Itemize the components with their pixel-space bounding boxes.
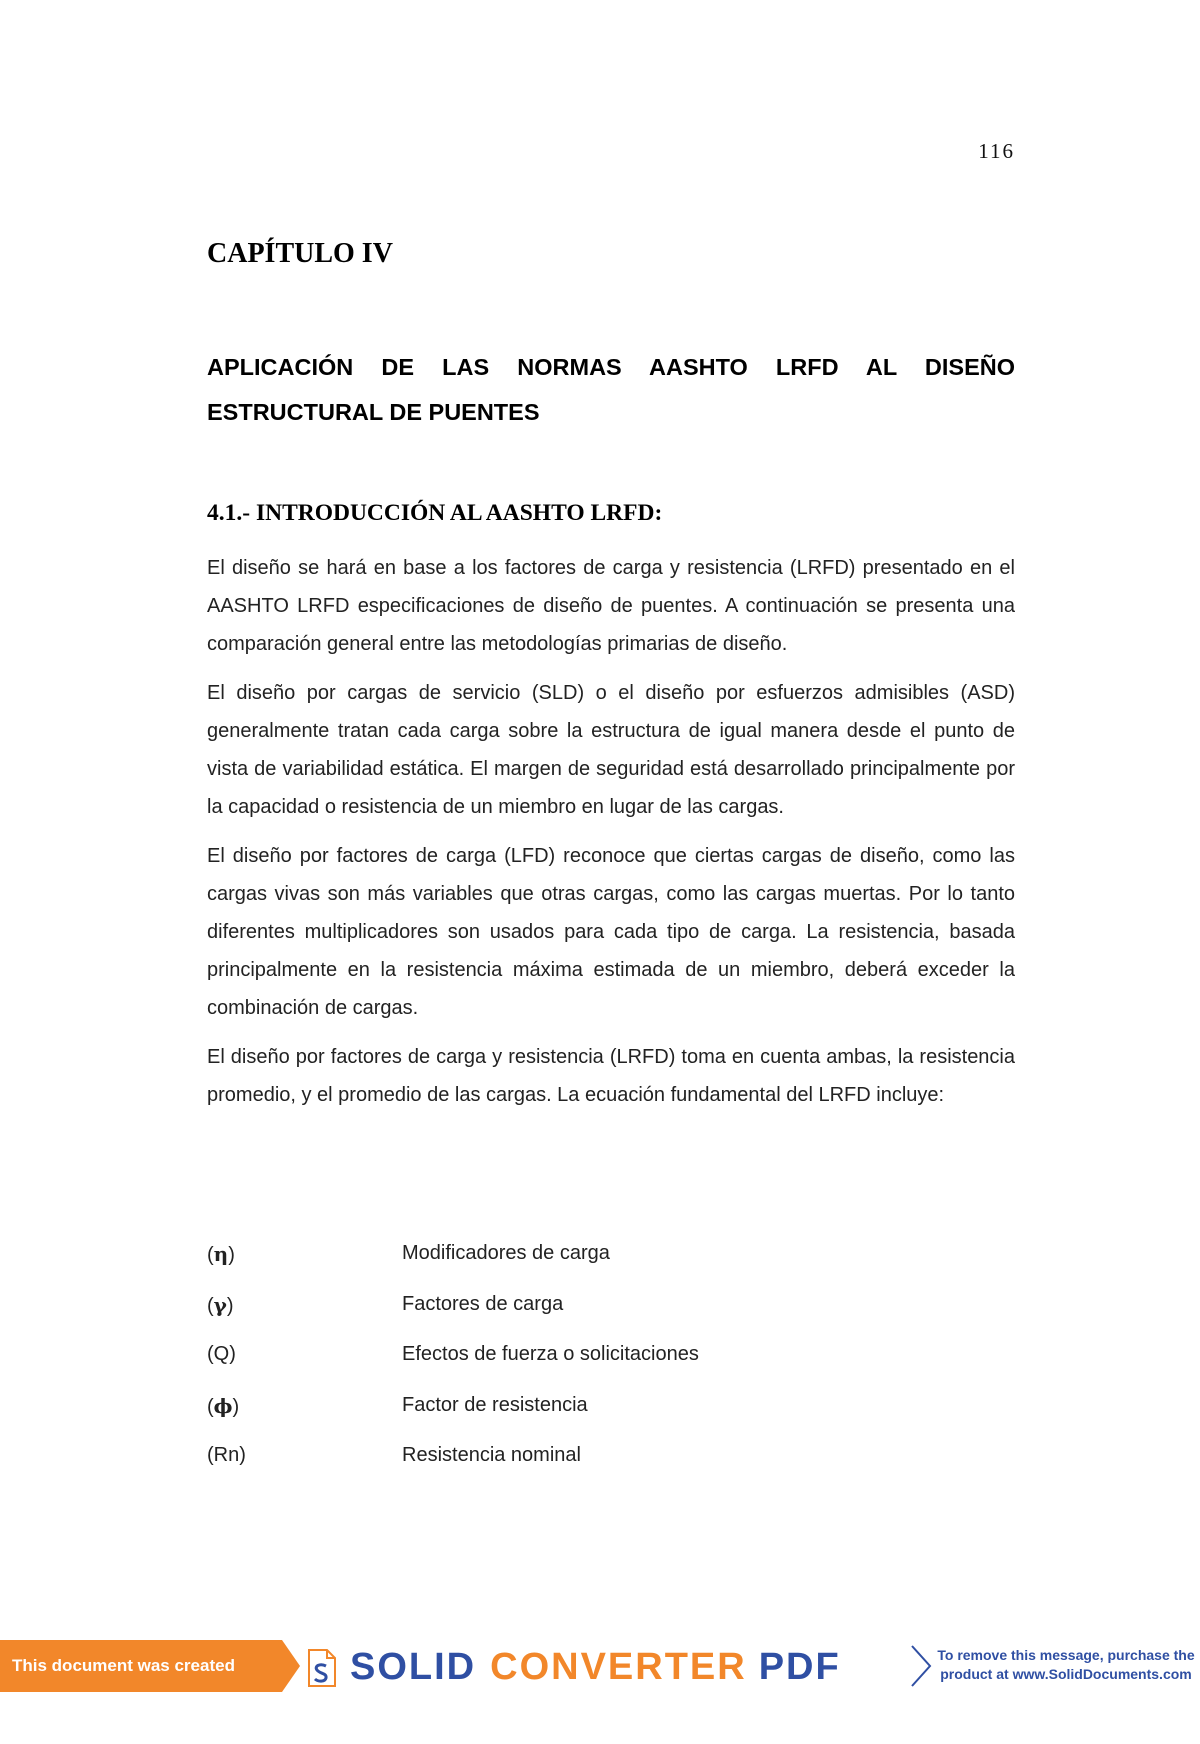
open-paren: ( bbox=[207, 1294, 214, 1317]
symbol-gamma: γ bbox=[213, 1292, 227, 1317]
brand-logo bbox=[350, 1642, 841, 1692]
paragraph: El diseño por cargas de servicio (SLD) o el diseño por esfuerzos admisibles (ASD) generalmente tratan cada carga sobre la estructura de igual manera desde el punto de vista de variabilidad estática. El margen de seguridad está desarrollado principalmente por la capacidad o resistencia de un miembro en lugar de las cargas. bbox=[207, 682, 1015, 818]
definition-description: Factor de resistencia bbox=[402, 1393, 588, 1416]
open-paren: ( bbox=[207, 1444, 214, 1466]
open-paren: ( bbox=[207, 1343, 214, 1365]
definition-item bbox=[207, 1343, 1015, 1394]
banner-purchase-message[interactable] bbox=[936, 1646, 1196, 1684]
close-paren: ) bbox=[229, 1343, 236, 1365]
symbol-eta: η bbox=[213, 1242, 229, 1266]
definition-item bbox=[207, 1444, 1015, 1495]
definition-description: Factores de carga bbox=[402, 1292, 564, 1315]
symbol-phi: ϕ bbox=[213, 1393, 233, 1418]
symbol-q: Q bbox=[213, 1343, 230, 1365]
definition-item bbox=[207, 1293, 1015, 1344]
brand-converter: CONVERTER bbox=[490, 1646, 747, 1688]
watermark-banner[interactable] bbox=[0, 1640, 1200, 1727]
chapter-heading: CAPÍTULO IV bbox=[207, 238, 393, 269]
open-paren: ( bbox=[207, 1395, 214, 1418]
close-paren: ) bbox=[226, 1294, 234, 1317]
definition-symbol bbox=[207, 1293, 402, 1318]
chapter-title-line-2: ESTRUCTURAL DE PUENTES bbox=[207, 399, 540, 425]
close-paren: ) bbox=[239, 1444, 246, 1466]
paragraph: El diseño se hará en base a los factores de carga y resistencia (LRFD) presentado en el AASHTO LRFD especificaciones de diseño de puentes. A continuación se presenta una comparación general entre las metodologías primarias de diseño. bbox=[207, 557, 1015, 655]
banner-arrow bbox=[282, 1640, 300, 1692]
paragraph: El diseño por factores de carga (LFD) reconoce que ciertas cargas de diseño, como las cargas vivas son más variables que otras cargas, como las cargas muertas. Por lo tanto diferentes multiplicadores son usados para cada tipo de carga. La resistencia, basada principalmente en la resistencia máxima estimada de un miembro, deberá exceder la combinación de cargas. bbox=[207, 845, 1015, 1019]
chapter-title-line-1: APLICACIÓN DE LAS NORMAS AASHTO LRFD AL DISEÑO bbox=[207, 354, 1015, 380]
definition-item bbox=[207, 1242, 1015, 1293]
chevron-right-icon bbox=[910, 1644, 932, 1688]
open-paren: ( bbox=[207, 1244, 214, 1266]
purchase-line-1: To remove this message, purchase the bbox=[937, 1647, 1195, 1663]
definition-description: Resistencia nominal bbox=[402, 1444, 581, 1466]
definition-symbol bbox=[207, 1444, 402, 1467]
brand-solid: SOLID bbox=[350, 1646, 477, 1688]
banner-created-using-text: This document was created using bbox=[0, 1640, 282, 1692]
definition-symbol bbox=[207, 1394, 402, 1419]
body-text bbox=[207, 549, 1015, 1125]
definition-symbol bbox=[207, 1242, 402, 1267]
chapter-title bbox=[207, 345, 1015, 435]
definition-symbol bbox=[207, 1343, 402, 1366]
page-number: 116 bbox=[978, 139, 1015, 163]
section-heading: 4.1.- INTRODUCCIÓN AL AASHTO LRFD: bbox=[207, 500, 663, 526]
symbol-rn: Rn bbox=[213, 1444, 240, 1466]
definition-description: Modificadores de carga bbox=[402, 1242, 610, 1264]
brand-pdf: PDF bbox=[758, 1646, 841, 1688]
close-paren: ) bbox=[232, 1395, 240, 1418]
close-paren: ) bbox=[228, 1244, 235, 1266]
definition-list bbox=[207, 1242, 1015, 1495]
paragraph: El diseño por factores de carga y resistencia (LRFD) toma en cuenta ambas, la resistencia promedio, y el promedio de las cargas. La ecuación fundamental del LRFD incluye: bbox=[207, 1046, 1015, 1106]
purchase-line-2: product at www.SolidDocuments.com bbox=[940, 1666, 1192, 1682]
definition-description: Efectos de fuerza o solicitaciones bbox=[402, 1343, 699, 1365]
document-icon bbox=[306, 1648, 338, 1688]
definition-item bbox=[207, 1394, 1015, 1445]
